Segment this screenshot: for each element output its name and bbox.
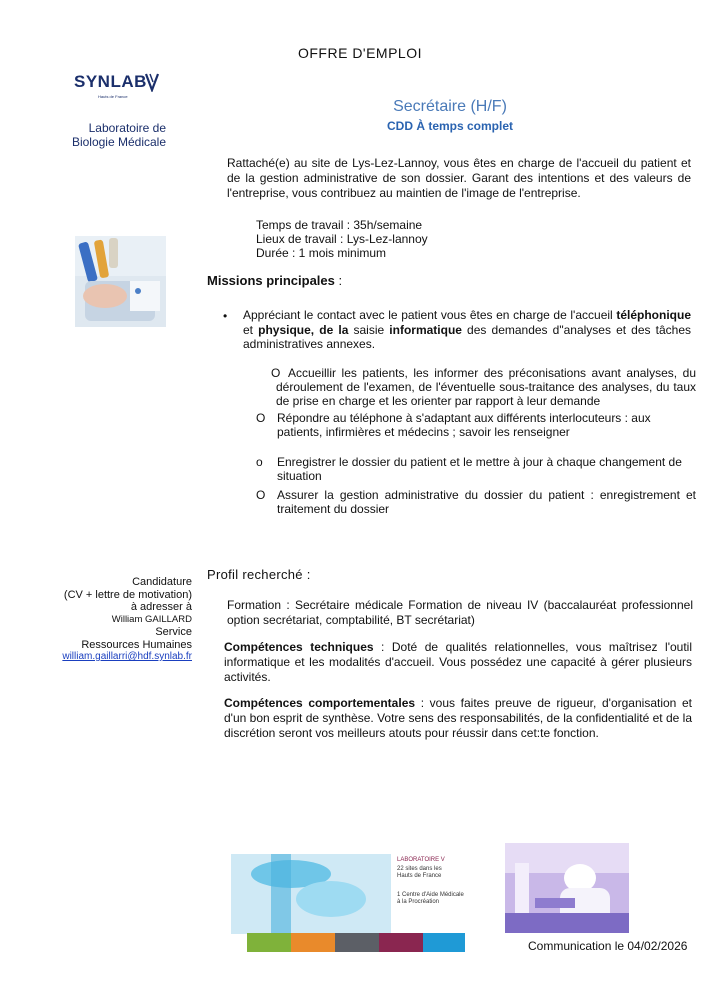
banner-line3: Hauts de France	[397, 873, 442, 879]
fact-location: Lieux de travail : Lys-Lez-lannoy	[256, 232, 428, 246]
lab-name-line1: Laboratoire de	[88, 121, 166, 135]
profil-behavior	[224, 696, 692, 741]
document-title: OFFRE D'EMPLOI	[297, 45, 423, 61]
contact-email-link[interactable]: william.gaillarri@hdf.synlab.fr	[62, 651, 192, 662]
mission-item-mark: O	[256, 488, 266, 502]
banner-line5: à la Procréation	[397, 899, 440, 905]
lab-name-line2: Biologie Médicale	[71, 135, 166, 149]
mission-intro-text-4: des demandes d"analyses et des tâches administratives annexes.	[243, 322, 691, 351]
mission-intro-bold-3: informatique	[389, 322, 462, 337]
cand-line5: Service	[155, 626, 192, 638]
mission-item	[256, 455, 696, 483]
mission-item-mark: O	[256, 411, 266, 425]
profil-heading: Profil recherché :	[207, 567, 311, 582]
mission-item-text: Accueillir les patients, les informer des préconisations avant analyses, du déroulement de l'examen, de l'éventuelle sous-traitance des analyses, du taux de prise en charge et les orienter par rapport à leur demande	[276, 366, 696, 408]
mission-intro-bold-2: physique, de la	[258, 322, 349, 337]
missions-heading-text: Missions principales	[207, 273, 335, 288]
lab-photo	[75, 236, 166, 327]
fact-hours: Temps de travail : 35h/semaine	[256, 218, 423, 232]
strip-green	[247, 933, 291, 952]
strip-orange	[291, 933, 335, 952]
behavior-label: Compétences comportementales	[224, 696, 416, 710]
banner-line1: LABORATOIRE V	[397, 857, 445, 863]
candidature-block	[50, 576, 192, 664]
mission-item	[256, 411, 696, 439]
banner-line2: 22 sites dans les	[397, 866, 442, 872]
job-facts	[256, 218, 428, 260]
cand-line1: Candidature	[132, 576, 192, 588]
logo-v-icon	[144, 72, 160, 92]
mission-intro-bold-1: téléphonique	[616, 308, 691, 322]
mission-intro-text-3: saisie	[348, 322, 390, 337]
mission-item	[256, 488, 696, 516]
intro-paragraph: Rattaché(e) au site de Lys-Lez-Lannoy, vous êtes en charge de l'accueil du patient et de la gestion administrative de son dossier. Garant des intentions et des valeurs de l'entreprise, vous contribuez au maintien de l'image de l'entreprise.	[227, 156, 691, 200]
mission-item-text: Enregistrer le dossier du patient et le mettre à jour à chaque changement de situation	[277, 455, 682, 483]
banner-text	[397, 857, 464, 906]
tech-label: Compétences techniques	[224, 640, 374, 654]
logo-wordmark: SYNLAB	[74, 72, 147, 91]
communication-date: Communication le 04/02/2026	[528, 939, 688, 953]
missions-heading-colon: :	[334, 273, 343, 288]
cand-line2: (CV + lettre de motivation)	[63, 588, 192, 601]
strip-purple	[379, 933, 423, 952]
profil-formation: Formation : Secrétaire médicale Formation de niveau IV (baccalauréat professionnel option secrétariat, comptabilité, BT secrétariat)	[227, 598, 693, 627]
mission-item-text: Assurer la gestion administrative du dossier du patient : enregistrement et traitement du dossier	[277, 488, 696, 516]
tech-text: : Doté de qualités relationnelles, vous maîtrisez l'outil informatique et les modalités d'accueil. Vous possédez une capacité à gérer plusieurs activités.	[224, 640, 692, 684]
mission-bullet: •	[223, 309, 228, 323]
cand-line3: à adresser à	[130, 601, 192, 613]
mission-intro-text-1: Appréciant le contact avec le patient vous êtes en charge de l'accueil	[243, 308, 617, 322]
cand-line6: Ressources Humaines	[81, 638, 192, 651]
lab-technician-photo	[505, 843, 629, 933]
lab-banner-image	[231, 854, 479, 952]
lab-name	[60, 121, 166, 149]
cand-contact-name: William GAILLARD	[111, 613, 192, 625]
banner-line4: 1 Centre d'Aide Médicale	[397, 892, 464, 898]
mission-intro-text-2: et	[243, 322, 259, 337]
mission-item-mark: o	[256, 455, 263, 469]
mission-item	[256, 366, 696, 408]
mission-item-mark: O	[271, 366, 281, 380]
banner-strip	[247, 933, 465, 952]
mission-item-text: Répondre au téléphone à s'adaptant aux différents interlocuteurs : aux patients, infirmières et médecins ; savoir les renseigner	[277, 411, 651, 439]
strip-grey	[335, 933, 379, 952]
contract-type: CDD À temps complet	[386, 119, 514, 133]
synlab-logo	[74, 72, 169, 104]
profil-tech	[224, 640, 692, 685]
logo-subtitle: Hauts de France	[98, 94, 128, 99]
job-title: Secrétaire (H/F)	[393, 98, 507, 115]
fact-duration: Durée : 1 mois minimum	[256, 246, 387, 260]
mission-intro	[243, 308, 691, 352]
behavior-text: : vous faites preuve de rigueur, d'organisation et d'un bon esprit de synthèse. Votre sens des responsabilités, de la confidentialité et de la discrétion seront vos meilleurs atouts pour réussir dans cet:te fonction.	[224, 696, 692, 740]
missions-heading	[207, 273, 342, 288]
strip-blue	[423, 933, 465, 952]
